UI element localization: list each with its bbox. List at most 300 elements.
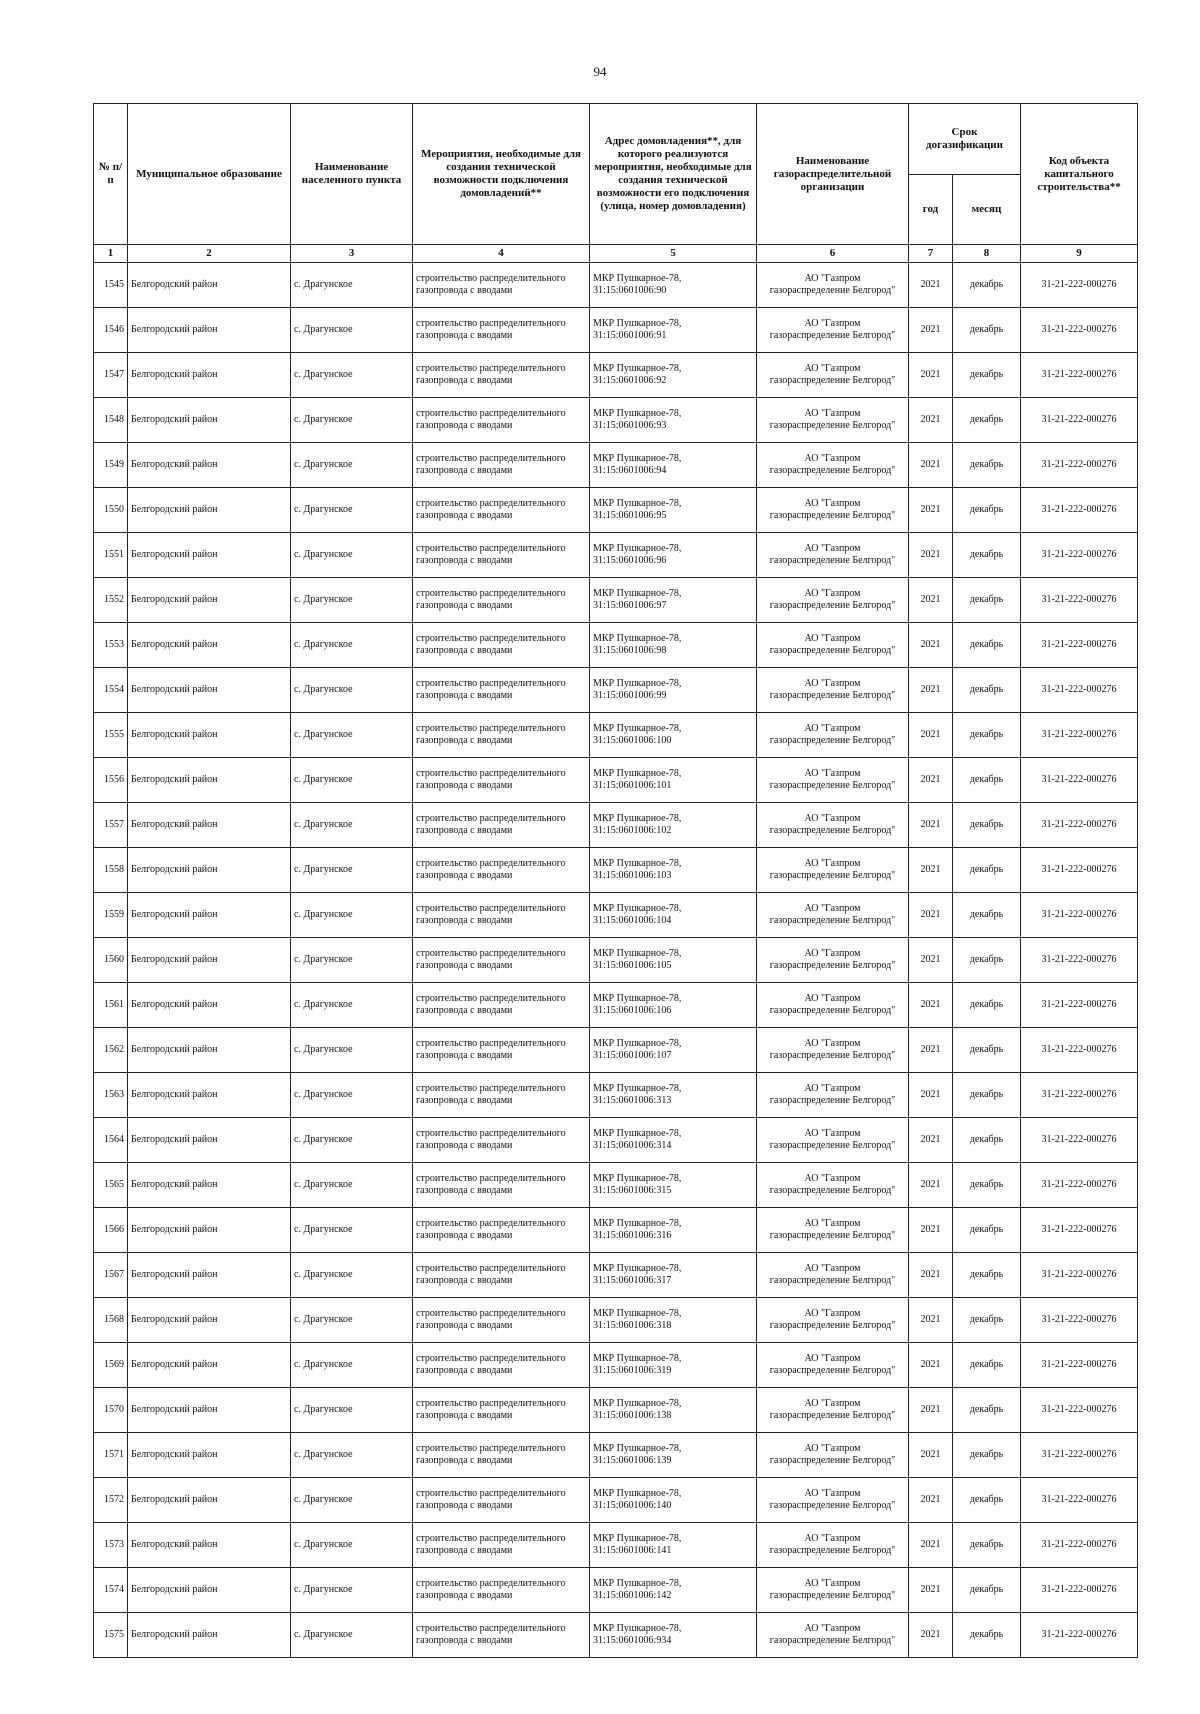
measure-line: строительство распределительного [416,1398,566,1409]
gas-org-cell [757,443,909,488]
gas-org-cell [757,308,909,353]
cadastral-number: 31:15:0601006:97 [593,600,667,611]
org-line: газораспределение Белгород" [769,465,896,476]
settlement-cell: с. Драгунское [291,1343,413,1388]
address-line: МКР Пушкарное-78, [593,1218,682,1229]
org-line: АО "Газпром [804,1353,861,1364]
municipality-cell: Белгородский район [128,1343,291,1388]
object-code-cell: 31-21-222-000276 [1021,1118,1138,1163]
address-cell [590,803,757,848]
measure-line: газопровода с вводами [416,510,513,521]
gas-org-cell [757,1343,909,1388]
gas-org-cell [757,1118,909,1163]
measure-line: строительство распределительного [416,1218,566,1229]
settlement-cell: с. Драгунское [291,308,413,353]
measure-line: строительство распределительного [416,633,566,644]
org-line: АО "Газпром [804,1263,861,1274]
settlement-cell: с. Драгунское [291,1073,413,1118]
measures-cell [413,938,590,983]
object-code-cell: 31-21-222-000276 [1021,1478,1138,1523]
municipality-cell: Белгородский район [128,443,291,488]
measure-line: газопровода с вводами [416,1455,513,1466]
address-cell [590,263,757,308]
gas-org-cell [757,488,909,533]
measures-cell [413,1568,590,1613]
object-code-cell: 31-21-222-000276 [1021,1298,1138,1343]
gas-org-cell [757,1253,909,1298]
table-row [94,983,1138,1028]
org-line: АО "Газпром [804,813,861,824]
address-cell [590,488,757,533]
table-row [94,1163,1138,1208]
row-number: 1569 [94,1343,128,1388]
org-line: АО "Газпром [804,858,861,869]
municipality-cell: Белгородский район [128,983,291,1028]
cadastral-number: 31:15:0601006:102 [593,825,672,836]
gas-org-cell [757,1073,909,1118]
municipality-cell: Белгородский район [128,668,291,713]
measures-cell [413,1478,590,1523]
gas-org-cell [757,938,909,983]
cadastral-number: 31:15:0601006:314 [593,1140,672,1151]
row-number: 1553 [94,623,128,668]
gas-org-cell [757,668,909,713]
org-line: АО "Газпром [804,1128,861,1139]
settlement-cell: с. Драгунское [291,488,413,533]
address-cell [590,1568,757,1613]
address-cell [590,1523,757,1568]
header-num: № п/п [94,104,128,245]
settlement-cell: с. Драгунское [291,938,413,983]
address-line: МКР Пушкарное-78, [593,363,682,374]
municipality-cell: Белгородский район [128,263,291,308]
settlement-cell: с. Драгунское [291,983,413,1028]
table-row [94,1523,1138,1568]
measures-cell [413,308,590,353]
measures-cell [413,1253,590,1298]
table-row [94,443,1138,488]
address-cell [590,893,757,938]
org-line: АО "Газпром [804,1173,861,1184]
month-cell: декабрь [953,533,1021,578]
measures-cell [413,1388,590,1433]
settlement-cell: с. Драгунское [291,1118,413,1163]
settlement-cell: с. Драгунское [291,1433,413,1478]
gas-org-cell [757,398,909,443]
org-line: АО "Газпром [804,588,861,599]
org-line: АО "Газпром [804,1083,861,1094]
table-row [94,713,1138,758]
cadastral-number: 31:15:0601006:319 [593,1365,672,1376]
settlement-cell: с. Драгунское [291,758,413,803]
address-cell [590,758,757,803]
cadastral-number: 31:15:0601006:934 [593,1635,672,1646]
object-code-cell: 31-21-222-000276 [1021,1613,1138,1658]
address-line: МКР Пушкарное-78, [593,1038,682,1049]
settlement-cell: с. Драгунское [291,353,413,398]
gas-org-cell [757,1523,909,1568]
measures-cell [413,1298,590,1343]
month-cell: декабрь [953,668,1021,713]
address-line: МКР Пушкарное-78, [593,723,682,734]
org-line: газораспределение Белгород" [769,1275,896,1286]
measures-cell [413,533,590,578]
municipality-cell: Белгородский район [128,893,291,938]
measures-cell [413,668,590,713]
address-line: МКР Пушкарное-78, [593,1263,682,1274]
gas-org-cell [757,263,909,308]
row-number: 1563 [94,1073,128,1118]
table-row [94,1073,1138,1118]
row-number: 1561 [94,983,128,1028]
org-line: АО "Газпром [804,723,861,734]
municipality-cell: Белгородский район [128,938,291,983]
row-number: 1555 [94,713,128,758]
address-line: МКР Пушкарное-78, [593,1353,682,1364]
address-cell [590,1253,757,1298]
address-cell [590,1208,757,1253]
row-number: 1566 [94,1208,128,1253]
measure-line: газопровода с вводами [416,1410,513,1421]
row-number: 1568 [94,1298,128,1343]
municipality-cell: Белгородский район [128,1613,291,1658]
header-object-code: Код объекта капитального строительства** [1021,104,1138,245]
org-line: АО "Газпром [804,1218,861,1229]
address-line: МКР Пушкарное-78, [593,1533,682,1544]
year-cell: 2021 [909,533,953,578]
measures-cell [413,758,590,803]
measure-line: строительство распределительного [416,453,566,464]
measures-cell [413,1073,590,1118]
measure-line: газопровода с вводами [416,285,513,296]
gas-org-cell [757,1478,909,1523]
table-row [94,533,1138,578]
month-cell: декабрь [953,623,1021,668]
measure-line: газопровода с вводами [416,690,513,701]
address-cell [590,1118,757,1163]
month-cell: декабрь [953,1118,1021,1163]
object-code-cell: 31-21-222-000276 [1021,578,1138,623]
measure-line: газопровода с вводами [416,1140,513,1151]
row-number: 1562 [94,1028,128,1073]
row-number: 1559 [94,893,128,938]
address-line: МКР Пушкарное-78, [593,318,682,329]
cadastral-number: 31:15:0601006:94 [593,465,667,476]
org-line: газораспределение Белгород" [769,1410,896,1421]
table-row [94,1478,1138,1523]
address-line: МКР Пушкарное-78, [593,273,682,284]
org-line: газораспределение Белгород" [769,1230,896,1241]
row-number: 1554 [94,668,128,713]
address-line: МКР Пушкарное-78, [593,813,682,824]
measures-cell [413,803,590,848]
table-row [94,1253,1138,1298]
municipality-cell: Белгородский район [128,1433,291,1478]
org-line: газораспределение Белгород" [769,1185,896,1196]
table-row [94,1568,1138,1613]
row-number: 1560 [94,938,128,983]
org-line: АО "Газпром [804,678,861,689]
month-cell: декабрь [953,938,1021,983]
cadastral-number: 31:15:0601006:99 [593,690,667,701]
measures-cell [413,398,590,443]
address-line: МКР Пушкарное-78, [593,1623,682,1634]
year-cell: 2021 [909,1028,953,1073]
object-code-cell: 31-21-222-000276 [1021,1208,1138,1253]
gas-org-cell [757,803,909,848]
measure-line: строительство распределительного [416,903,566,914]
gas-org-cell [757,893,909,938]
settlement-cell: с. Драгунское [291,848,413,893]
column-number: 3 [291,245,413,263]
address-cell [590,1388,757,1433]
cadastral-number: 31:15:0601006:138 [593,1410,672,1421]
measures-cell [413,1523,590,1568]
settlement-cell: с. Драгунское [291,578,413,623]
column-number: 5 [590,245,757,263]
measure-line: строительство распределительного [416,1308,566,1319]
measures-cell [413,443,590,488]
settlement-cell: с. Драгунское [291,1298,413,1343]
row-number: 1550 [94,488,128,533]
row-number: 1549 [94,443,128,488]
gas-org-cell [757,578,909,623]
page-number: 94 [593,64,607,79]
measures-cell [413,713,590,758]
measures-cell [413,893,590,938]
cadastral-number: 31:15:0601006:93 [593,420,667,431]
gas-org-cell [757,1388,909,1433]
municipality-cell: Белгородский район [128,1253,291,1298]
measure-line: строительство распределительного [416,1578,566,1589]
org-line: газораспределение Белгород" [769,420,896,431]
cadastral-number: 31:15:0601006:139 [593,1455,672,1466]
municipality-cell: Белгородский район [128,1073,291,1118]
measure-line: строительство распределительного [416,543,566,554]
header-municipality: Муниципальное образование [128,104,291,245]
row-number: 1565 [94,1163,128,1208]
month-cell: декабрь [953,1613,1021,1658]
measures-cell [413,1613,590,1658]
org-line: газораспределение Белгород" [769,375,896,386]
address-line: МКР Пушкарное-78, [593,948,682,959]
object-code-cell: 31-21-222-000276 [1021,1073,1138,1118]
measure-line: газопровода с вводами [416,870,513,881]
municipality-cell: Белгородский район [128,1163,291,1208]
address-line: МКР Пушкарное-78, [593,768,682,779]
org-line: АО "Газпром [804,993,861,1004]
month-cell: декабрь [953,1433,1021,1478]
row-number: 1558 [94,848,128,893]
year-cell: 2021 [909,1163,953,1208]
measure-line: строительство распределительного [416,993,566,1004]
measure-line: газопровода с вводами [416,1230,513,1241]
column-number: 7 [909,245,953,263]
measure-line: газопровода с вводами [416,735,513,746]
month-cell: декабрь [953,353,1021,398]
municipality-cell: Белгородский район [128,488,291,533]
table-row [94,1388,1138,1433]
column-number: 8 [953,245,1021,263]
gas-org-cell [757,848,909,893]
month-cell: декабрь [953,1568,1021,1613]
gas-org-cell [757,623,909,668]
year-cell: 2021 [909,1388,953,1433]
table-row [94,1433,1138,1478]
municipality-cell: Белгородский район [128,353,291,398]
measure-line: газопровода с вводами [416,420,513,431]
settlement-cell: с. Драгунское [291,533,413,578]
row-number: 1571 [94,1433,128,1478]
measures-cell [413,1118,590,1163]
header-gas-org: Наименование газораспределительной организации [757,104,909,245]
org-line: газораспределение Белгород" [769,1635,896,1646]
row-number: 1545 [94,263,128,308]
cadastral-number: 31:15:0601006:105 [593,960,672,971]
year-cell: 2021 [909,713,953,758]
month-cell: декабрь [953,893,1021,938]
measure-line: строительство распределительного [416,1128,566,1139]
object-code-cell: 31-21-222-000276 [1021,263,1138,308]
measures-cell [413,1343,590,1388]
org-line: газораспределение Белгород" [769,285,896,296]
municipality-cell: Белгородский район [128,1208,291,1253]
settlement-cell: с. Драгунское [291,803,413,848]
cadastral-number: 31:15:0601006:103 [593,870,672,881]
measures-cell [413,848,590,893]
gas-org-cell [757,983,909,1028]
org-line: АО "Газпром [804,948,861,959]
object-code-cell: 31-21-222-000276 [1021,1163,1138,1208]
address-cell [590,398,757,443]
address-cell [590,1433,757,1478]
org-line: газораспределение Белгород" [769,690,896,701]
org-line: АО "Газпром [804,1488,861,1499]
month-cell: декабрь [953,1208,1021,1253]
measure-line: строительство распределительного [416,768,566,779]
municipality-cell: Белгородский район [128,578,291,623]
header-year: год [909,175,953,245]
gas-org-cell [757,758,909,803]
header-month: месяц [953,175,1021,245]
year-cell: 2021 [909,488,953,533]
column-number: 6 [757,245,909,263]
municipality-cell: Белгородский район [128,623,291,668]
org-line: газораспределение Белгород" [769,960,896,971]
measure-line: газопровода с вводами [416,555,513,566]
org-line: газораспределение Белгород" [769,330,896,341]
gas-org-cell [757,1613,909,1658]
address-line: МКР Пушкарное-78, [593,1308,682,1319]
measure-line: газопровода с вводами [416,960,513,971]
measure-line: строительство распределительного [416,273,566,284]
month-cell: декабрь [953,443,1021,488]
month-cell: декабрь [953,848,1021,893]
gas-org-cell [757,533,909,578]
month-cell: декабрь [953,263,1021,308]
measures-cell [413,1433,590,1478]
measure-line: газопровода с вводами [416,780,513,791]
year-cell: 2021 [909,308,953,353]
measure-line: газопровода с вводами [416,645,513,656]
org-line: газораспределение Белгород" [769,600,896,611]
org-line: газораспределение Белгород" [769,735,896,746]
municipality-cell: Белгородский район [128,308,291,353]
measures-cell [413,1028,590,1073]
year-cell: 2021 [909,848,953,893]
org-line: газораспределение Белгород" [769,510,896,521]
measure-line: строительство распределительного [416,1038,566,1049]
column-number: 9 [1021,245,1138,263]
address-cell [590,1343,757,1388]
measure-line: газопровода с вводами [416,825,513,836]
measures-cell [413,263,590,308]
year-cell: 2021 [909,893,953,938]
row-number: 1573 [94,1523,128,1568]
address-line: МКР Пушкарное-78, [593,633,682,644]
gas-org-cell [757,713,909,758]
table-row [94,1613,1138,1658]
row-number: 1551 [94,533,128,578]
year-cell: 2021 [909,1568,953,1613]
row-number: 1575 [94,1613,128,1658]
org-line: АО "Газпром [804,273,861,284]
address-line: МКР Пушкарное-78, [593,1128,682,1139]
cadastral-number: 31:15:0601006:313 [593,1095,672,1106]
row-number: 1574 [94,1568,128,1613]
address-line: МКР Пушкарное-78, [593,993,682,1004]
address-line: МКР Пушкарное-78, [593,1083,682,1094]
table-row [94,803,1138,848]
address-cell [590,1073,757,1118]
address-line: МКР Пушкарное-78, [593,543,682,554]
object-code-cell: 31-21-222-000276 [1021,623,1138,668]
table-row [94,1028,1138,1073]
settlement-cell: с. Драгунское [291,1523,413,1568]
year-cell: 2021 [909,1433,953,1478]
year-cell: 2021 [909,1613,953,1658]
org-line: АО "Газпром [804,1443,861,1454]
address-cell [590,848,757,893]
cadastral-number: 31:15:0601006:90 [593,285,667,296]
year-cell: 2021 [909,1073,953,1118]
municipality-cell: Белгородский район [128,1568,291,1613]
org-line: АО "Газпром [804,1533,861,1544]
address-cell [590,1028,757,1073]
address-line: МКР Пушкарное-78, [593,1173,682,1184]
table-row [94,1118,1138,1163]
org-line: газораспределение Белгород" [769,1365,896,1376]
municipality-cell: Белгородский район [128,803,291,848]
org-line: АО "Газпром [804,408,861,419]
measures-cell [413,1163,590,1208]
object-code-cell: 31-21-222-000276 [1021,1523,1138,1568]
org-line: АО "Газпром [804,453,861,464]
month-cell: декабрь [953,1028,1021,1073]
row-number: 1567 [94,1253,128,1298]
measure-line: строительство распределительного [416,723,566,734]
year-cell: 2021 [909,578,953,623]
org-line: газораспределение Белгород" [769,555,896,566]
month-cell: декабрь [953,1298,1021,1343]
org-line: газораспределение Белгород" [769,825,896,836]
object-code-cell: 31-21-222-000276 [1021,443,1138,488]
measure-line: строительство распределительного [416,1263,566,1274]
settlement-cell: с. Драгунское [291,1613,413,1658]
org-line: газораспределение Белгород" [769,1320,896,1331]
table-row [94,1298,1138,1343]
measure-line: газопровода с вводами [416,1275,513,1286]
